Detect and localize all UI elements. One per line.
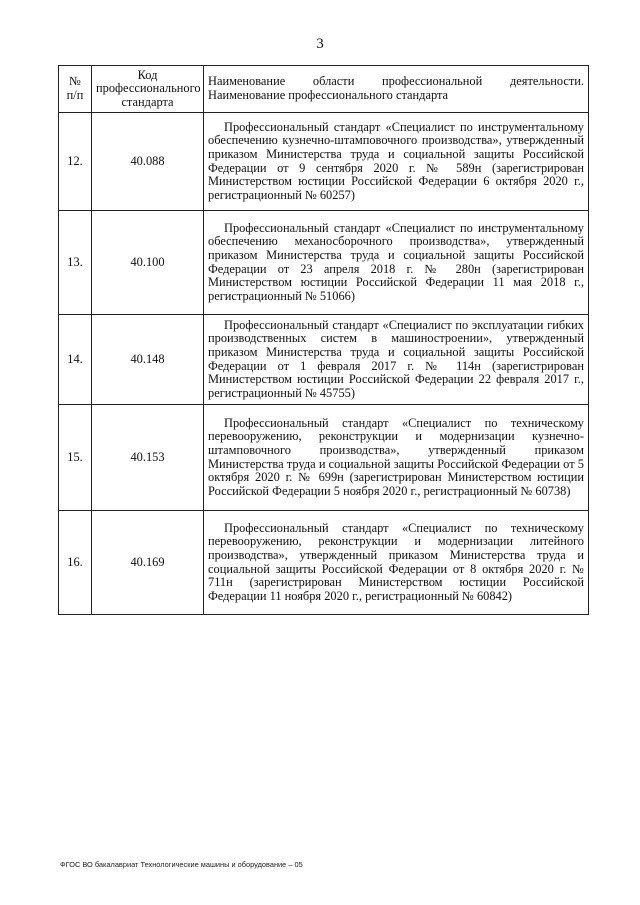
table-row — [59, 211, 589, 315]
row-standard-name: Профессиональный стандарт «Специалист по техническому перевооружению, реконструкции и модернизации кузнечно-штамповочного производства», утвержденный приказом Министерства труда и социальной защиты Российской Федерации от 5 октября 2020 г. № 699н (зарегистрирован Министерством юстиции Российской Федерации 5 ноября 2020 г., регистрационный № 60738) — [204, 405, 589, 511]
document-footer: ФГОС ВО бакалавриат Технологические машины и оборудование – 05 — [60, 860, 303, 869]
row-standard-code: 40.148 — [92, 315, 204, 405]
table-row — [59, 113, 589, 211]
row-number: 14. — [59, 315, 92, 405]
table-row — [59, 315, 589, 405]
row-standard-code: 40.100 — [92, 211, 204, 315]
page-number: 3 — [316, 36, 324, 52]
row-number: 16. — [59, 511, 92, 615]
header-standard-code: Код профессионального стандарта — [92, 66, 204, 113]
row-number: 13. — [59, 211, 92, 315]
row-number: 15. — [59, 405, 92, 511]
table-row — [59, 511, 589, 615]
table-row — [59, 405, 589, 511]
standards-table — [58, 65, 589, 615]
row-standard-name: Профессиональный стандарт «Специалист по инструментальному обеспечению кузнечно-штамповочного производства», утвержденный приказом Министерства труда и социальной защиты Российской Федерации от 9 сентября 2020 г. № 589н (зарегистрирован Министерством юстиции Российской Федерации 6 октября 2020 г., регистрационный № 60257) — [204, 113, 589, 211]
row-number: 12. — [59, 113, 92, 211]
header-number: № п/п — [59, 66, 92, 113]
row-standard-code: 40.169 — [92, 511, 204, 615]
row-standard-code: 40.088 — [92, 113, 204, 211]
table-header-row — [59, 66, 589, 113]
header-standard-name: Наименование области профессиональной деятельности. Наименование профессионального стандарта — [204, 66, 589, 113]
row-standard-name: Профессиональный стандарт «Специалист по инструментальному обеспечению механосборочного производства», утвержденный приказом Министерства труда и социальной защиты Российской Федерации от 23 апреля 2018 г. № 280н (зарегистрирован Министерством юстиции Российской Федерации 11 мая 2018 г., регистрационный № 51066) — [204, 211, 589, 315]
row-standard-name: Профессиональный стандарт «Специалист по эксплуатации гибких производственных систем в машиностроении», утвержденный приказом Министерства труда и социальной защиты Российской Федерации от 1 февраля 2017 г. № 114н (зарегистрирован Министерством юстиции Российской Федерации 22 февраля 2017 г., регистрационный № 45755) — [204, 315, 589, 405]
row-standard-code: 40.153 — [92, 405, 204, 511]
row-standard-name: Профессиональный стандарт «Специалист по техническому перевооружению, реконструкции и модернизации литейного производства», утвержденный приказом Министерства труда и социальной защиты Российской Федерации от 8 октября 2020 г. № 711н (зарегистрирован Министерством юстиции Российской Федерации 11 ноября 2020 г., регистрационный № 60842) — [204, 511, 589, 615]
